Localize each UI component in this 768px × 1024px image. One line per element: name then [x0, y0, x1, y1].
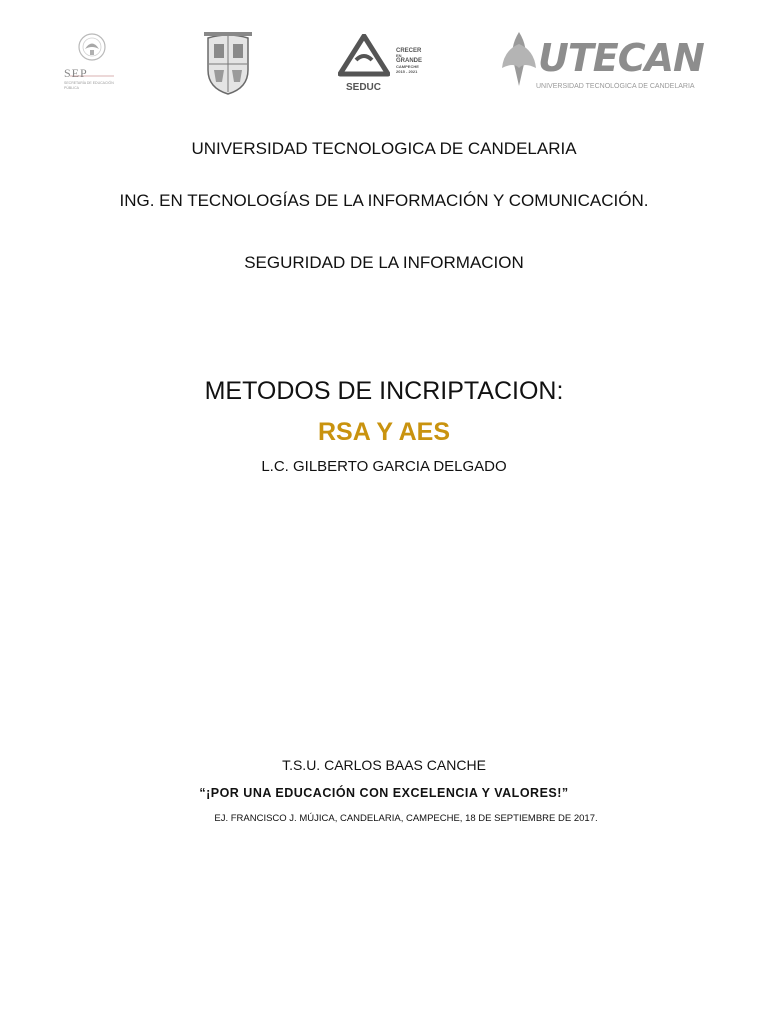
- seduc-tag: [396, 48, 430, 74]
- seduc-tag-line: GRANDE: [396, 58, 423, 64]
- sep-logo: [64, 30, 120, 96]
- campeche-shield-logo: [204, 32, 252, 96]
- sep-logo-text: SEP: [64, 66, 88, 80]
- plant-emblem-icon: [500, 28, 538, 90]
- document-title: METODOS DE INCRIPTACION:: [204, 377, 564, 405]
- seduc-tag-line: EN: [396, 53, 402, 58]
- seduc-tag-line: CRECER: [396, 48, 422, 54]
- career-name: ING. EN TECNOLOGÍAS DE LA INFORMACIÓN Y COMUNICACIÓN.: [119, 191, 649, 210]
- seduc-tag-line: CAMPECHE: [396, 64, 419, 69]
- university-name: UNIVERSIDAD TECNOLOGICA DE CANDELARIA: [191, 139, 577, 158]
- logo-bar: [0, 28, 768, 100]
- student-name: T.S.U. CARLOS BAAS CANCHE: [282, 757, 486, 773]
- utecan-logo: [498, 28, 722, 94]
- utecan-subtitle: UNIVERSIDAD TECNOLÓGICA DE CANDELARIA: [536, 83, 695, 90]
- sep-logo-subtitle: SECRETARÍA DE EDUCACIÓN PÚBLICA: [64, 81, 114, 90]
- teacher-name: L.C. GILBERTO GARCIA DELGADO: [261, 458, 507, 475]
- seduc-logo: [338, 34, 430, 98]
- document-subtitle: RSA Y AES: [318, 418, 450, 446]
- place-date: EJ. FRANCISCO J. MÚJICA, CANDELARIA, CAMPECHE, 18 DE SEPTIEMBRE DE 2017.: [214, 813, 598, 824]
- utecan-wordmark: UTECAN: [538, 36, 704, 80]
- seduc-label: SEDUC: [346, 82, 382, 93]
- subject-name: SEGURIDAD DE LA INFORMACION: [244, 253, 524, 272]
- motto: “¡POR UNA EDUCACIÓN CON EXCELENCIA Y VALORES!”: [199, 786, 569, 800]
- seduc-mountain-icon: [338, 34, 390, 80]
- coat-of-arms-icon: [204, 32, 252, 96]
- seduc-tag-line: 2015 - 2021: [396, 69, 418, 74]
